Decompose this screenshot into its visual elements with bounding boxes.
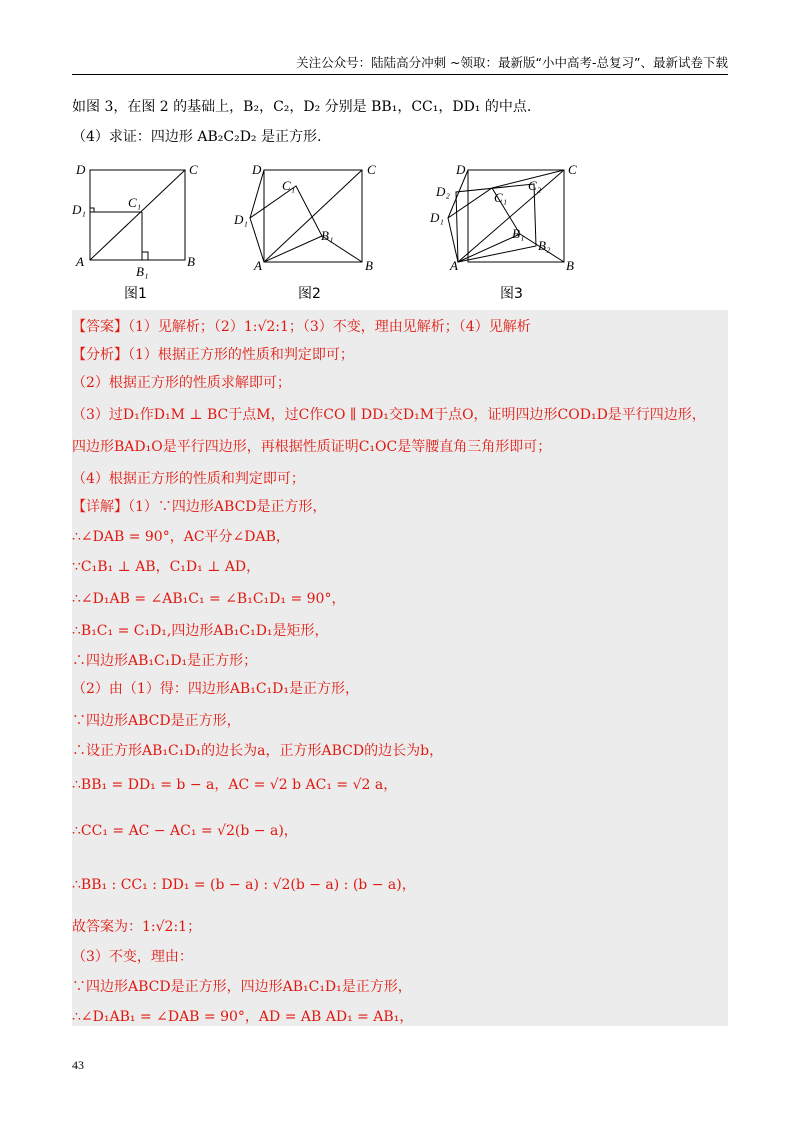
figure-1: [90, 170, 185, 260]
svg-text:图3: 图3: [500, 286, 523, 302]
svg-text:图2: 图2: [298, 286, 321, 302]
solution-line: [72, 820, 298, 842]
line-text: 故答案为：1:√2:1；: [72, 919, 202, 935]
solution-line: [72, 556, 260, 578]
line-text: ∴B₁C₁ = C₁D₁,四边形AB₁C₁D₁是矩形，: [72, 623, 329, 639]
line-text: ∴∠DAB = 90°，AC平分∠DAB，: [72, 529, 290, 545]
svg-text:D₁: D₁: [72, 202, 86, 217]
solution-line: [72, 874, 416, 896]
solution-line: [72, 344, 354, 366]
line-text: （1）根据正方形的性质和判定即可；: [128, 347, 354, 363]
line-text: （1）见解析；（2）1:√2:1；（3）不变，理由见解析；（4）见解析: [128, 319, 531, 335]
section-tag: 【分析】: [72, 347, 128, 363]
solution-line: [72, 496, 327, 518]
solution-line: [72, 468, 305, 490]
line-text: （3）不变，理由：: [72, 949, 193, 965]
solution-line: [72, 620, 329, 642]
solution-line: [72, 436, 551, 458]
svg-text:A: A: [76, 254, 84, 269]
svg-text:D₂: D₂: [436, 184, 450, 199]
line-text: ∵四边形ABCD是正方形，: [72, 713, 241, 729]
line-text: （1）∵四边形ABCD是正方形，: [128, 499, 327, 515]
svg-text:D: D: [456, 162, 466, 177]
svg-text:C₁: C₁: [282, 178, 296, 193]
line-text: 四边形BAD₁O是平行四边形，再根据性质证明C₁OC是等腰直角三角形即可；: [72, 439, 552, 455]
line-text: ∴BB₁ : CC₁ : DD₁ = (b − a) : √2(b − a) : (b − a)，: [72, 877, 416, 893]
svg-text:B: B: [365, 258, 373, 273]
svg-text:B₁: B₁: [512, 226, 525, 241]
line-text: ∵C₁B₁ ⊥ AB，C₁D₁ ⊥ AD，: [72, 559, 261, 575]
svg-text:D₁: D₁: [234, 212, 248, 227]
solution-line: [72, 976, 412, 998]
svg-text:D₁: D₁: [430, 210, 444, 225]
solution-line: [72, 404, 706, 426]
svg-text:B₁: B₁: [136, 264, 149, 279]
solution-line: [72, 916, 201, 938]
question-4: （4）求证：四边形 AB₂C₂D₂ 是正方形.: [72, 129, 322, 145]
line-text: ∴∠D₁AB₁ = ∠DAB = 90°，AD = AB AD₁ = AB₁，: [72, 1009, 414, 1025]
svg-text:C: C: [189, 162, 198, 177]
line-text: （3）过D₁作D₁M ⊥ BC于点M，过C作CO ∥ DD₁交D₁M于点O，证明四边形COD₁D是平行四边形，: [72, 407, 706, 423]
svg-text:C: C: [367, 162, 376, 177]
svg-text:C₂: C₂: [528, 178, 542, 193]
page-header: 关注公众号：陆陆高分冲刺 ~领取：最新版“小中高考-总复习”、最新试卷下载: [72, 54, 728, 75]
svg-text:B₁: B₁: [321, 228, 334, 243]
svg-text:A: A: [450, 258, 458, 273]
svg-text:B: B: [566, 258, 574, 273]
solution-line: [72, 710, 241, 732]
solution-line: [72, 774, 397, 796]
line-text: ∴设正方形AB₁C₁D₁的边长为a，正方形ABCD的边长为b，: [72, 743, 444, 759]
solution-line: [72, 588, 345, 610]
solution-line: [72, 1006, 413, 1028]
solution-line: [72, 678, 359, 700]
svg-text:B₂: B₂: [538, 238, 551, 253]
svg-text:C₁: C₁: [128, 195, 142, 210]
solution-line: [72, 650, 257, 672]
line-text: ∴四边形AB₁C₁D₁是正方形；: [72, 653, 258, 669]
section-tag: 【详解】: [72, 499, 128, 515]
line-text: （2）由（1）得：四边形AB₁C₁D₁是正方形，: [72, 681, 359, 697]
page-number: 43: [72, 1058, 84, 1072]
svg-text:B: B: [187, 254, 195, 269]
svg-text:C: C: [568, 162, 577, 177]
line-text: ∴BB₁ = DD₁ = b − a，AC = √2 b AC₁ = √2 a，: [72, 777, 398, 793]
geometry-figures: [72, 156, 592, 306]
svg-text:图1: 图1: [124, 286, 147, 302]
line-text: ∴CC₁ = AC − AC₁ = √2(b − a)，: [72, 823, 298, 839]
solution-line: [72, 372, 291, 394]
solution-line: [72, 316, 531, 338]
section-tag: 【答案】: [72, 319, 128, 335]
solution-line: [72, 526, 290, 548]
svg-text:C₁: C₁: [494, 190, 508, 205]
line-text: （4）根据正方形的性质和判定即可；: [72, 471, 305, 487]
solution-line: [72, 946, 193, 968]
line-text: （2）根据正方形的性质求解即可；: [72, 375, 291, 391]
figure-2: [250, 170, 362, 262]
svg-text:A: A: [254, 258, 262, 273]
line-text: ∴∠D₁AB = ∠AB₁C₁ = ∠B₁C₁D₁ = 90°，: [72, 591, 346, 607]
f1-label: D: [76, 162, 86, 177]
svg-text:D: D: [252, 162, 262, 177]
intro-line: 如图 3，在图 2 的基础上，B₂，C₂，D₂ 分别是 BB₁，CC₁，DD₁ 的中点.: [72, 99, 532, 115]
solution-line: [72, 740, 443, 762]
line-text: ∵四边形ABCD是正方形，四边形AB₁C₁D₁是正方形，: [72, 979, 412, 995]
